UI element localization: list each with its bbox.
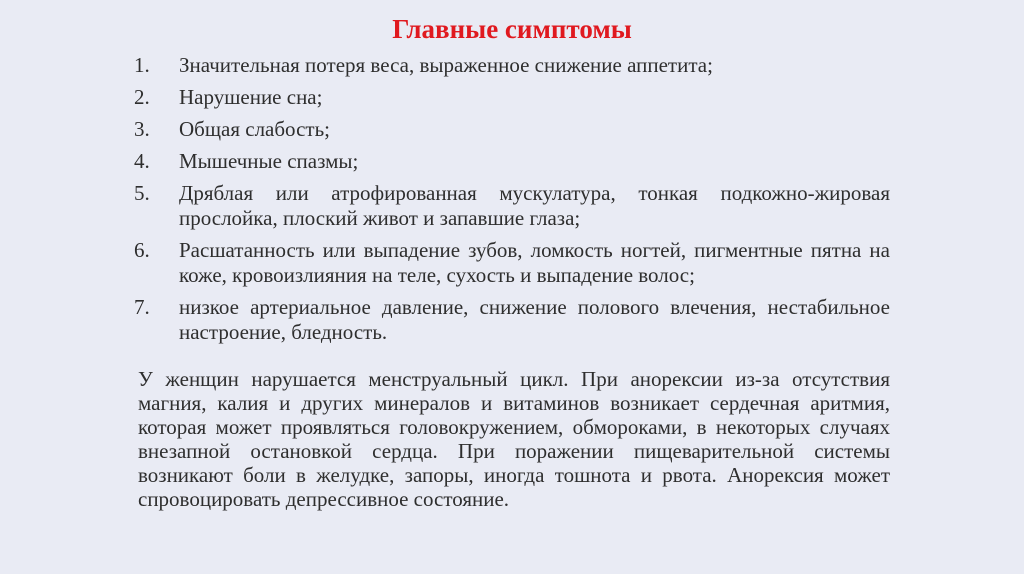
list-item-text: Расшатанность или выпадение зубов, ломкость ногтей, пигментные пятна на коже, кровоизлияния на теле, сухость и выпадение волос; (179, 238, 890, 287)
list-item-number: 1. (134, 53, 150, 77)
list-item-text: низкое артериальное давление, снижение полового влечения, нестабильное настроение, бледность. (179, 295, 890, 344)
list-item-text: Общая слабость; (179, 117, 330, 141)
list-item-number: 4. (134, 149, 150, 173)
body-paragraph: У женщин нарушается менструальный цикл. При анорексии из-за отсутствия магния, калия и других минералов и витаминов возникает сердечная аритмия, которая может проявляться головокружением, обмороками, в некоторых случаях внезапной остановкой сердца. При поражении пищеварительной системы возникают боли в желудке, запоры, иногда тошнота и рвота. Анорексия может спровоцировать депрессивное состояние. (138, 367, 890, 511)
list-item-number: 2. (134, 85, 150, 109)
symptoms-list (134, 53, 890, 352)
list-item-number: 7. (134, 295, 150, 319)
list-item (134, 181, 890, 231)
list-item-text: Нарушение сна; (179, 85, 323, 109)
list-item-text: Значительная потеря веса, выраженное снижение аппетита; (179, 53, 713, 77)
list-item (134, 238, 890, 288)
list-item-number: 5. (134, 181, 150, 205)
list-item-number: 3. (134, 117, 150, 141)
page-title: Главные симптомы (392, 14, 632, 44)
list-item (134, 85, 890, 110)
list-item (134, 117, 890, 142)
list-item-text: Мышечные спазмы; (179, 149, 359, 173)
list-item (134, 295, 890, 345)
list-item-number: 6. (134, 238, 150, 262)
list-item (134, 149, 890, 174)
list-item (134, 53, 890, 78)
list-item-text: Дряблая или атрофированная мускулатура, тонкая подкожно-жировая прослойка, плоский живот и запавшие глаза; (179, 181, 890, 230)
